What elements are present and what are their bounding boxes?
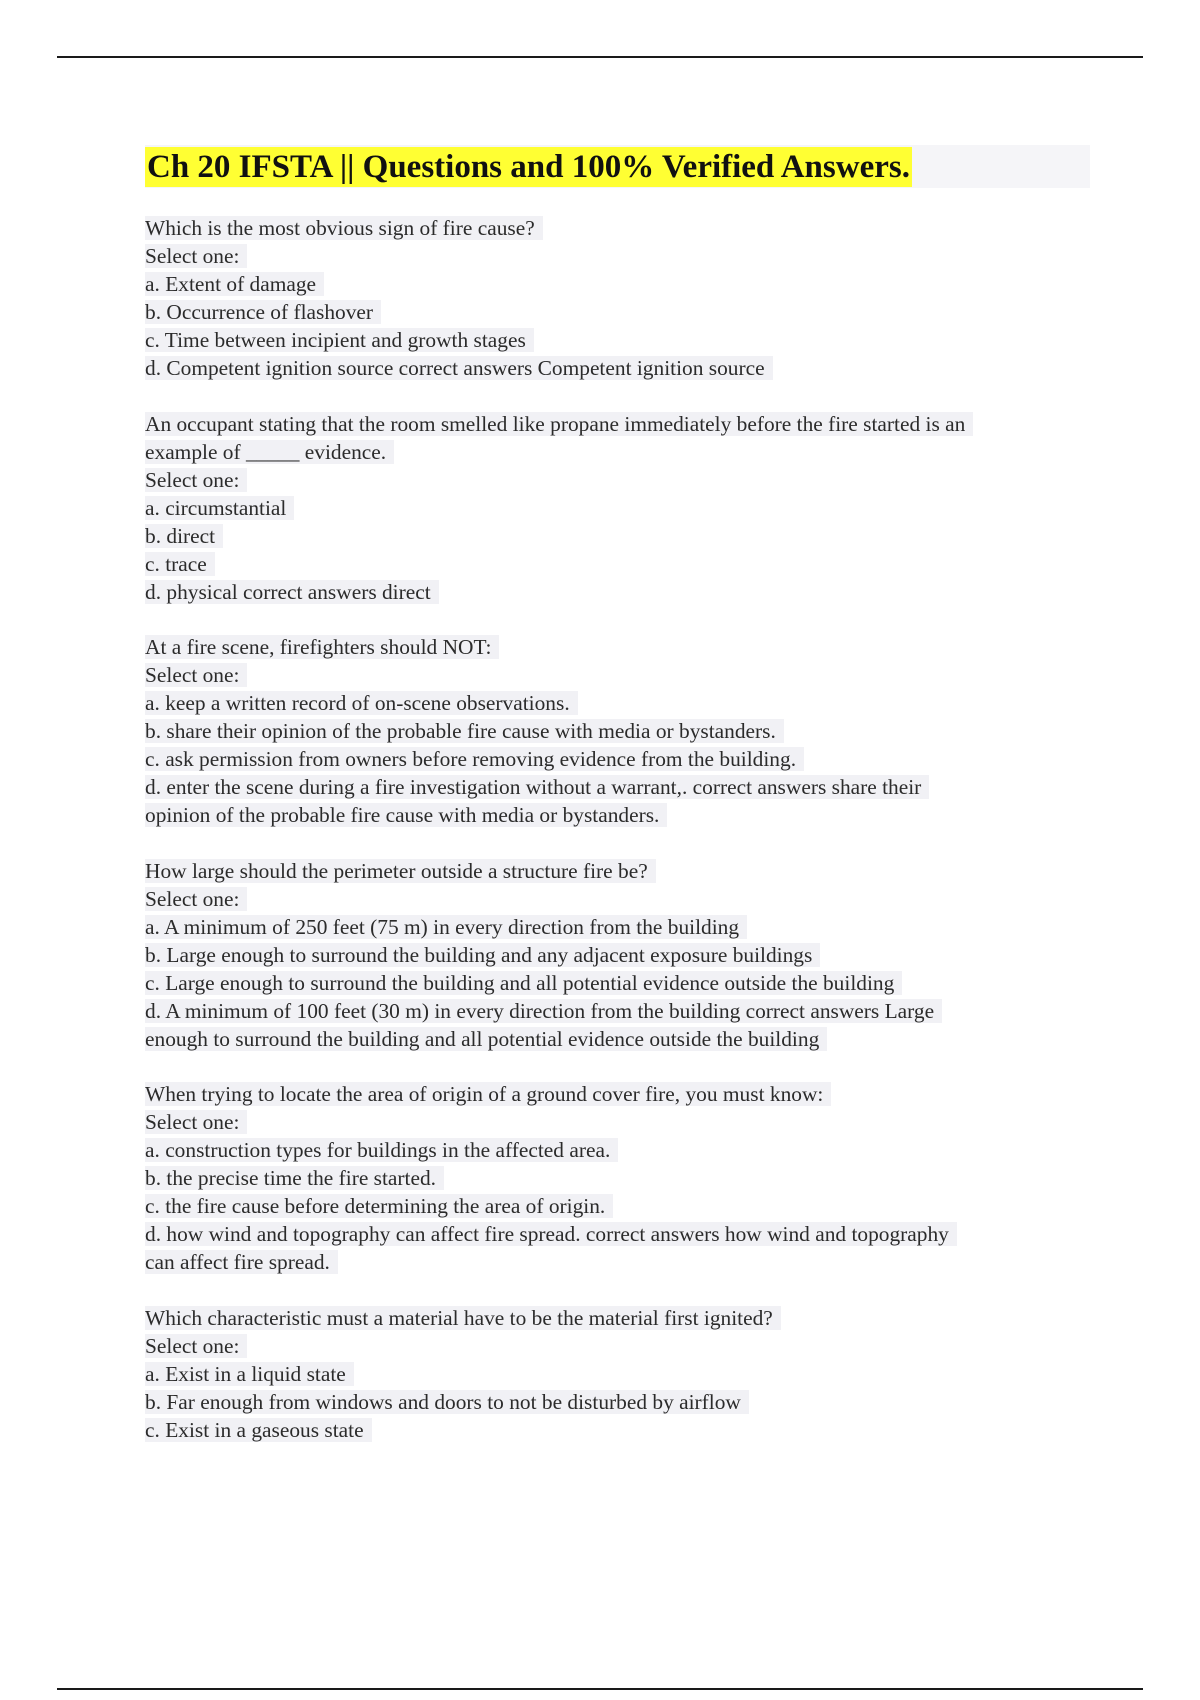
answer-option-a: a. keep a written record of on-scene observations. (145, 689, 1090, 717)
answer-option-b: b. Far enough from windows and doors to not be disturbed by airflow (145, 1388, 1090, 1416)
answer-option-a: a. A minimum of 250 feet (75 m) in every direction from the building (145, 913, 1090, 941)
answer-option-b: b. Large enough to surround the building and any adjacent exposure buildings (145, 941, 1090, 969)
question-block-4 (145, 857, 1090, 1053)
answer-option-c: c. the fire cause before determining the area of origin. (145, 1192, 1090, 1220)
answer-option-d: d. A minimum of 100 feet (30 m) in every direction from the building correct answers Large (145, 997, 1090, 1025)
select-one-label: Select one: (145, 885, 1090, 913)
select-one-label: Select one: (145, 661, 1090, 689)
question-text: Which is the most obvious sign of fire cause? (145, 214, 1090, 242)
answer-option-c: c. trace (145, 550, 1090, 578)
answer-option-d: d. how wind and topography can affect fire spread. correct answers how wind and topography (145, 1220, 1090, 1248)
question-block-1 (145, 214, 1090, 382)
answer-option-c: c. Time between incipient and growth stages (145, 326, 1090, 354)
answer-option-d: d. physical correct answers direct (145, 578, 1090, 606)
answer-option-d-continued: enough to surround the building and all potential evidence outside the building (145, 1025, 1090, 1053)
question-text: How large should the perimeter outside a structure fire be? (145, 857, 1090, 885)
answer-option-c: c. Exist in a gaseous state (145, 1416, 1090, 1444)
document-body (145, 214, 1090, 1471)
answer-option-a: a. Extent of damage (145, 270, 1090, 298)
answer-option-b: b. share their opinion of the probable fire cause with media or bystanders. (145, 717, 1090, 745)
select-one-label: Select one: (145, 466, 1090, 494)
answer-option-d-continued: can affect fire spread. (145, 1248, 1090, 1276)
question-text-continued: example of _____ evidence. (145, 438, 1090, 466)
question-block-5 (145, 1080, 1090, 1276)
answer-option-b: b. direct (145, 522, 1090, 550)
answer-option-a: a. Exist in a liquid state (145, 1360, 1090, 1388)
question-block-3 (145, 633, 1090, 829)
question-text: At a fire scene, firefighters should NOT: (145, 633, 1090, 661)
answer-option-a: a. circumstantial (145, 494, 1090, 522)
question-text: An occupant stating that the room smelled like propane immediately before the fire started is an (145, 410, 1090, 438)
question-block-6 (145, 1304, 1090, 1444)
answer-option-c: c. Large enough to surround the building and all potential evidence outside the building (145, 969, 1090, 997)
top-rule (57, 56, 1143, 58)
select-one-label: Select one: (145, 1108, 1090, 1136)
answer-option-b: b. Occurrence of flashover (145, 298, 1090, 326)
select-one-label: Select one: (145, 1332, 1090, 1360)
answer-option-d: d. Competent ignition source correct answers Competent ignition source (145, 354, 1090, 382)
answer-option-c: c. ask permission from owners before removing evidence from the building. (145, 745, 1090, 773)
document-title: Ch 20 IFSTA || Questions and 100% Verified Answers. (147, 149, 910, 185)
answer-option-a: a. construction types for buildings in the affected area. (145, 1136, 1090, 1164)
answer-option-d: d. enter the scene during a fire investigation without a warrant,. correct answers share their (145, 773, 1090, 801)
question-text: When trying to locate the area of origin of a ground cover fire, you must know: (145, 1080, 1090, 1108)
bottom-rule (57, 1688, 1143, 1690)
select-one-label: Select one: (145, 242, 1090, 270)
question-text: Which characteristic must a material have to be the material first ignited? (145, 1304, 1090, 1332)
answer-option-b: b. the precise time the fire started. (145, 1164, 1090, 1192)
answer-option-d-continued: opinion of the probable fire cause with media or bystanders. (145, 801, 1090, 829)
question-block-2 (145, 410, 1090, 606)
